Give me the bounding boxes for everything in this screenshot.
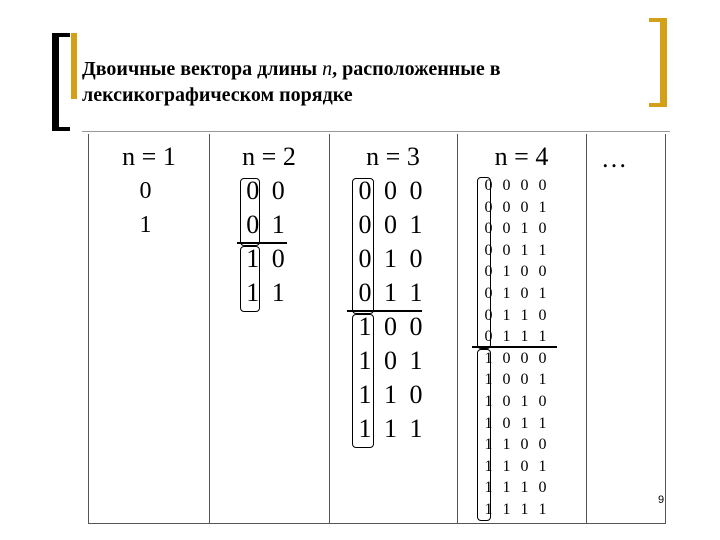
column-divider <box>209 134 210 523</box>
vector-row: 0 1 0 <box>358 244 426 273</box>
vector-row: 0 0 <box>246 176 288 205</box>
left-accent-bar <box>71 33 77 99</box>
vector-row: 0 0 0 <box>358 176 426 205</box>
page-number: 9 <box>658 494 665 506</box>
column-n1 <box>107 174 187 242</box>
vector-row: 1 0 <box>246 244 288 273</box>
vector-row: 1 1 1 1 <box>484 500 550 518</box>
prefix-box-n4-bottom <box>477 349 491 521</box>
vector-row: 1 1 <box>246 278 288 307</box>
vector-row: 1 1 0 0 <box>484 436 550 454</box>
vector-row: 0 0 0 0 <box>484 177 550 194</box>
vector-row: 1 0 1 <box>358 346 426 375</box>
right-bracket-decoration <box>649 18 667 107</box>
continuation-ellipsis: … <box>601 144 627 173</box>
header-n4: n = 4 <box>494 142 549 171</box>
vector-row: 1 1 0 1 <box>484 457 550 475</box>
vector-row: 1 1 1 <box>358 414 426 443</box>
header-n2: n = 2 <box>242 142 296 171</box>
title-variable: n <box>322 58 333 80</box>
vectors-table <box>88 134 666 524</box>
left-bracket-decoration <box>52 33 70 131</box>
vector-row: 1 0 1 0 <box>484 392 550 410</box>
vector-row: 0 0 1 <box>358 210 426 239</box>
vector-row: 0 1 0 0 <box>484 263 550 281</box>
vector-row: 0 0 0 1 <box>484 198 550 216</box>
vector-row: 0 1 <box>246 210 288 239</box>
group-separator-n2 <box>237 242 287 244</box>
column-divider <box>329 134 330 523</box>
vector-row: 1 0 1 1 <box>484 414 550 432</box>
vector-row: 1 1 0 <box>358 380 426 409</box>
vector-row: 1 <box>139 212 155 238</box>
vector-row: 0 <box>139 178 155 204</box>
title-suffix: , расположенные в лексикографическом порядке <box>82 58 501 106</box>
prefix-box-n2-top <box>240 178 260 246</box>
header-n1: n = 1 <box>122 142 176 171</box>
vector-row: 1 0 0 0 <box>484 349 550 367</box>
slide-title <box>82 56 642 108</box>
vector-row: 1 0 0 1 <box>484 371 550 389</box>
column-divider <box>457 134 458 523</box>
vector-row: 1 0 0 <box>358 312 426 341</box>
vector-row: 0 1 1 <box>358 278 426 307</box>
vector-row: 0 1 0 1 <box>484 284 550 302</box>
vector-row: 1 1 1 0 <box>484 479 550 497</box>
title-prefix: Двоичные вектора длины <box>82 58 323 80</box>
vector-row: 0 0 1 0 <box>484 220 550 238</box>
column-divider <box>586 134 587 523</box>
header-n3: n = 3 <box>366 142 420 171</box>
prefix-box-n3-bottom <box>352 314 374 448</box>
prefix-box-n2-bottom <box>240 246 260 312</box>
vector-row: 0 1 1 1 <box>484 328 550 346</box>
title-underline <box>82 131 670 132</box>
group-separator-n3 <box>347 310 422 312</box>
vector-row: 0 1 1 0 <box>484 306 550 324</box>
group-separator-n4 <box>472 346 557 348</box>
vector-row: 0 0 1 1 <box>484 241 550 259</box>
prefix-box-n3-top <box>352 178 374 314</box>
prefix-box-n4-top <box>477 177 491 349</box>
